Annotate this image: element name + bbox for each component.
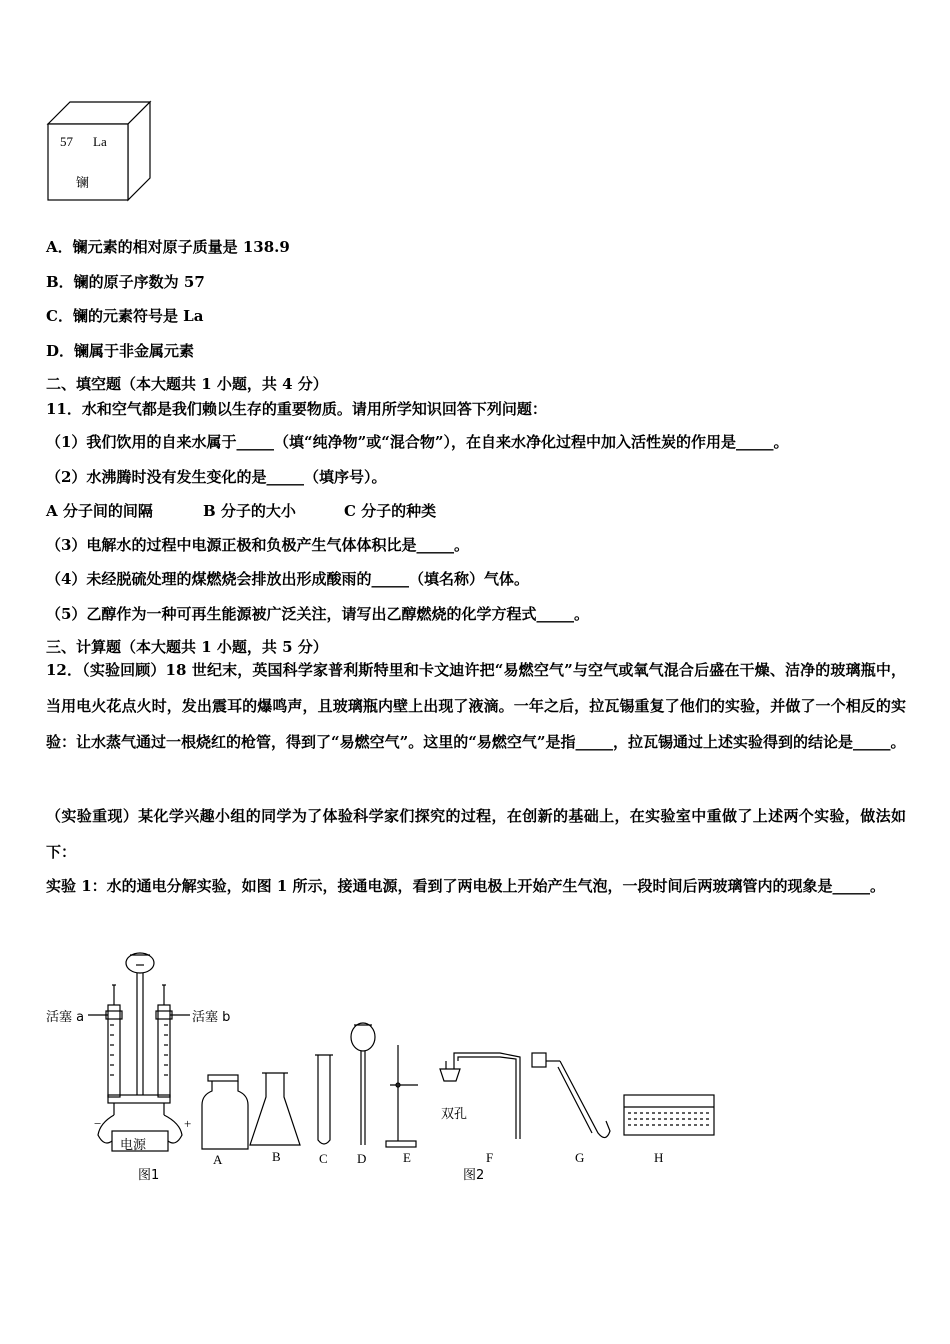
element-name: 镧 [76, 175, 90, 190]
iron-stand-e [386, 1045, 418, 1147]
electrolysis-apparatus [88, 953, 190, 1151]
double-hole-label: 双孔 [441, 1107, 468, 1122]
q11-part1: （1）我们饮用的自来水属于_____（填“纯净物”或“混合物”），在自来水净化过程中加入活性炭的作用是_____。 [46, 433, 789, 451]
double-hole-stopper-f [440, 1053, 520, 1139]
q12-paragraph2: （实验重现）某化学兴趣小组的同学为了体验科学家们探究的过程，在创新的基础上，在实验室中重做了上述两个实验，做法如下： [46, 807, 906, 861]
q11-part3: （3）电解水的过程中电源正极和负极产生气体体积比是_____。 [46, 536, 469, 554]
element-atomic-number: 57 [60, 134, 73, 149]
option-c: C．镧的元素符号是 La [46, 307, 204, 325]
q11-stem: 11．水和空气都是我们赖以生存的重要物质。请用所学知识回答下列问题： [46, 400, 547, 418]
figure1-caption: 图1 [138, 1168, 160, 1183]
q12-paragraph1: 12．（实验回顾）18 世纪末，英国科学家普利斯特里和卡文迪许把“易燃空气”与空气或氧气混合后盛在干燥、洁净的玻璃瓶中，当用电火花点火时，发出震耳的爆鸣声，且玻璃瓶内壁上出现了液滴。一年之后，拉瓦锡重复了他们的实验，并做了一个相反的实验：让水蒸气通过一根烧红的枪管，得到了“易燃空气”。这里的“易燃空气”是指_____，拉瓦锡通过上述实验得到的结论是_____。 [46, 661, 906, 751]
q11-choice-c: C 分子的种类 [344, 502, 437, 520]
label-b: B [272, 1149, 281, 1164]
q11-choice-b: B 分子的大小 [203, 502, 296, 520]
element-card-cube [40, 96, 160, 206]
valve-b-label: 活塞 b [192, 1010, 231, 1025]
power-supply-label: 电源 [120, 1138, 147, 1153]
q11-choice-a: A 分子间的间隔 [46, 502, 153, 520]
q12-paragraph3: 实验 1：水的通电分解实验，如图 1 所示，接通电源，看到了两电极上开始产生气泡，一段时间后两玻璃管内的现象是_____。 [46, 877, 886, 895]
label-g: G [575, 1150, 585, 1165]
reagent-bottle-a [202, 1075, 248, 1149]
option-d: D．镧属于非金属元素 [46, 342, 195, 360]
conical-flask-b [250, 1073, 300, 1145]
label-e: E [403, 1150, 411, 1165]
q11-part2: （2）水沸腾时没有发生变化的是_____（填序号）。 [46, 468, 387, 486]
plus-terminal: + [184, 1116, 192, 1131]
section3-heading: 三、计算题（本大题共 1 小题，共 5 分） [46, 638, 328, 656]
q11-part4: （4）未经脱硫处理的煤燃烧会排放出形成酸雨的_____（填名称）气体。 [46, 570, 529, 588]
figure2-caption: 图2 [463, 1168, 485, 1183]
minus-terminal: − [94, 1116, 102, 1131]
q11-part5: （5）乙醇作为一种可再生能源被广泛关注，请写出乙醇燃烧的化学方程式_____。 [46, 605, 589, 623]
option-a: A．镧元素的相对原子质量是 138.9 [46, 238, 290, 256]
test-tube-c [315, 1055, 333, 1144]
thistle-funnel-d [351, 1023, 375, 1145]
label-f: F [486, 1150, 494, 1165]
element-symbol: La [93, 134, 107, 149]
water-trough-h [624, 1095, 714, 1135]
label-a: A [213, 1152, 223, 1167]
label-d: D [357, 1151, 367, 1166]
glass-tube-g [532, 1053, 610, 1138]
valve-a-label: 活塞 a [46, 1010, 85, 1025]
label-c: C [319, 1151, 328, 1166]
apparatus-figure [40, 945, 720, 1190]
section2-heading: 二、填空题（本大题共 1 小题，共 4 分） [46, 375, 328, 393]
option-b: B．镧的原子序数为 57 [46, 273, 205, 291]
label-h: H [654, 1150, 664, 1165]
